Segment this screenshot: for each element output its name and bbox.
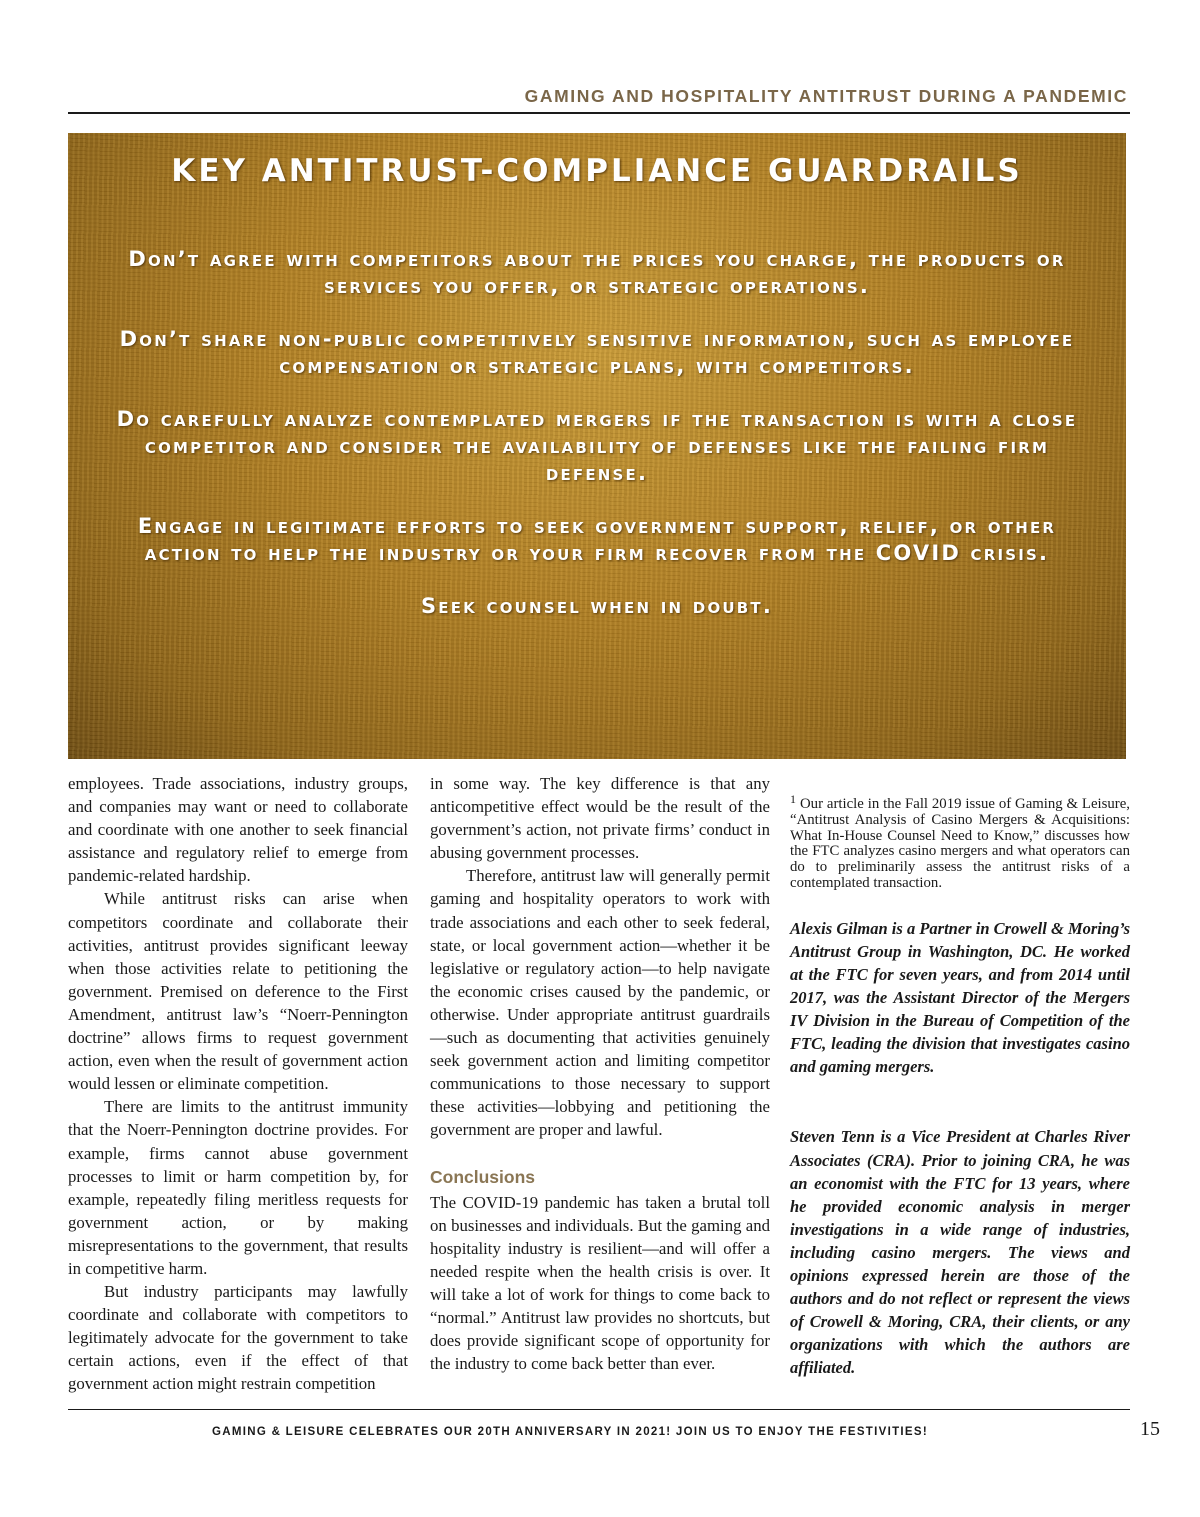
page-number: 15 [1140,1418,1160,1440]
paragraph: employees. Trade associations, industry groups, and companies may want or need to collaborate and coordinate with one another to seek financial assistance and regulatory relief to emerge from pandemic-related hardship. [68,774,408,886]
paragraph: in some way. The key difference is that any anticompetitive effect would be the result of the government’s action, not private firms’ conduct in abusing government processes. [430,774,770,863]
guardrail-item: Don’t share non-public competitively sensitive information, such as employee compensation or strategic plans, with competitors. [119,327,1075,379]
author-bio-tenn: Steven Tenn is a Vice President at Charles River Associates (CRA). Prior to joining CRA, he was an economist with the FTC for 13 years, where he provided economic analysis in merger investigations in a wide range of industries, including casino mergers. The views and opinions expressed herein are those of the authors and do not reflect or represent the views of Crowell & Moring, CRA, their clients, or any organizations with which the authors are affiliated. [790,1127,1130,1378]
footnote-text: Our article in the Fall 2019 issue of Gaming & Leisure, “Antitrust Analysis of Casino Mergers & Acquisitions: What In-House Counsel Need to Know,” discusses how the FTC analyzes casino mergers and what operators can do to preliminarily assess the antitrust risks of a contemplated transaction. [790,796,1130,891]
section-heading-conclusions: Conclusions [430,1166,536,1187]
guardrails-title: KEY ANTITRUST-COMPLIANCE GUARDRAILS [171,153,1023,189]
paragraph: The COVID-19 pandemic has taken a brutal toll on businesses and individuals. But the gaming and hospitality industry is resilient—and will offer a needed respite when the health crisis is over. It will take a lot of work for things to come back to “normal.” Antitrust law provides no shortcuts, but does provide significant scope of opportunity for the industry to come back better than ever. [430,1192,770,1374]
column-3 [790,772,1130,1379]
guardrail-item: Seek counsel when in doubt. [420,594,774,619]
guardrail-item: Engage in legitimate efforts to seek government support, relief, or other action to help the industry or your firm recover from the COVID crisis. [137,514,1057,566]
guardrails-box [68,133,1126,759]
header-rule [68,112,1130,114]
running-title: GAMING AND HOSPITALITY ANTITRUST DURING A PANDEMIC [524,86,1128,106]
paragraph: While antitrust risks can arise when competitors coordinate and collaborate their activities, antitrust provides significant leeway when those activities relate to petitioning the government. Premised on deference to the First Amendment, antitrust law’s “Noerr-Pennington doctrine” allows firms to request government action, even when the result of government action would lessen or eliminate competition. [68,889,408,1094]
footer-banner: GAMING & LEISURE CELEBRATES OUR 20TH ANNIVERSARY IN 2021! JOIN US TO ENJOY THE FESTIVITIES! [212,1426,928,1438]
author-bio-gilman: Alexis Gilman is a Partner in Crowell & Moring’s Antitrust Group in Washington, DC. He worked at the FTC for seven years, and from 2014 until 2017, was the Assistant Director of the Mergers IV Division in the Bureau of Competition of the FTC, leading the division that investigates casino and gaming mergers. [790,918,1130,1077]
column-2 [430,772,770,1375]
footnote-number: 1 [790,792,796,806]
paragraph: But industry participants may lawfully coordinate and collaborate with competitors to legitimately advocate for the government to take certain actions, even if the effect of that government action might restrain competition [68,1282,408,1394]
footer-rule [68,1409,1130,1410]
guardrail-item: Do carefully analyze contemplated mergers if the transaction is with a close competitor and consider the availability of defenses like the failing firm defense. [116,407,1078,486]
guardrail-item: Don’t agree with competitors about the prices you charge, the products or services you offer, or strategic operations. [128,247,1066,299]
footnote [790,792,1130,892]
paragraph: Therefore, antitrust law will generally permit gaming and hospitality operators to work with trade associations and each other to seek federal, state, or local government action—whether it be legislative or regulatory action—to help navigate the economic crises caused by the pandemic, or otherwise. Under appropriate antitrust guardrails—such as documenting that activities genuinely seek government action and limiting competitor communications to those necessary to support these activities—lobbying and petitioning the government are proper and lawful. [430,866,770,1140]
column-1 [68,772,408,1396]
paragraph: There are limits to the antitrust immunity that the Noerr-Pennington doctrine provides. For example, firms cannot abuse government processes to limit or harm competition by, for example, repeatedly filing meritless requests for government action, or by making misrepresentations to the government, that results in competitive harm. [68,1097,408,1278]
